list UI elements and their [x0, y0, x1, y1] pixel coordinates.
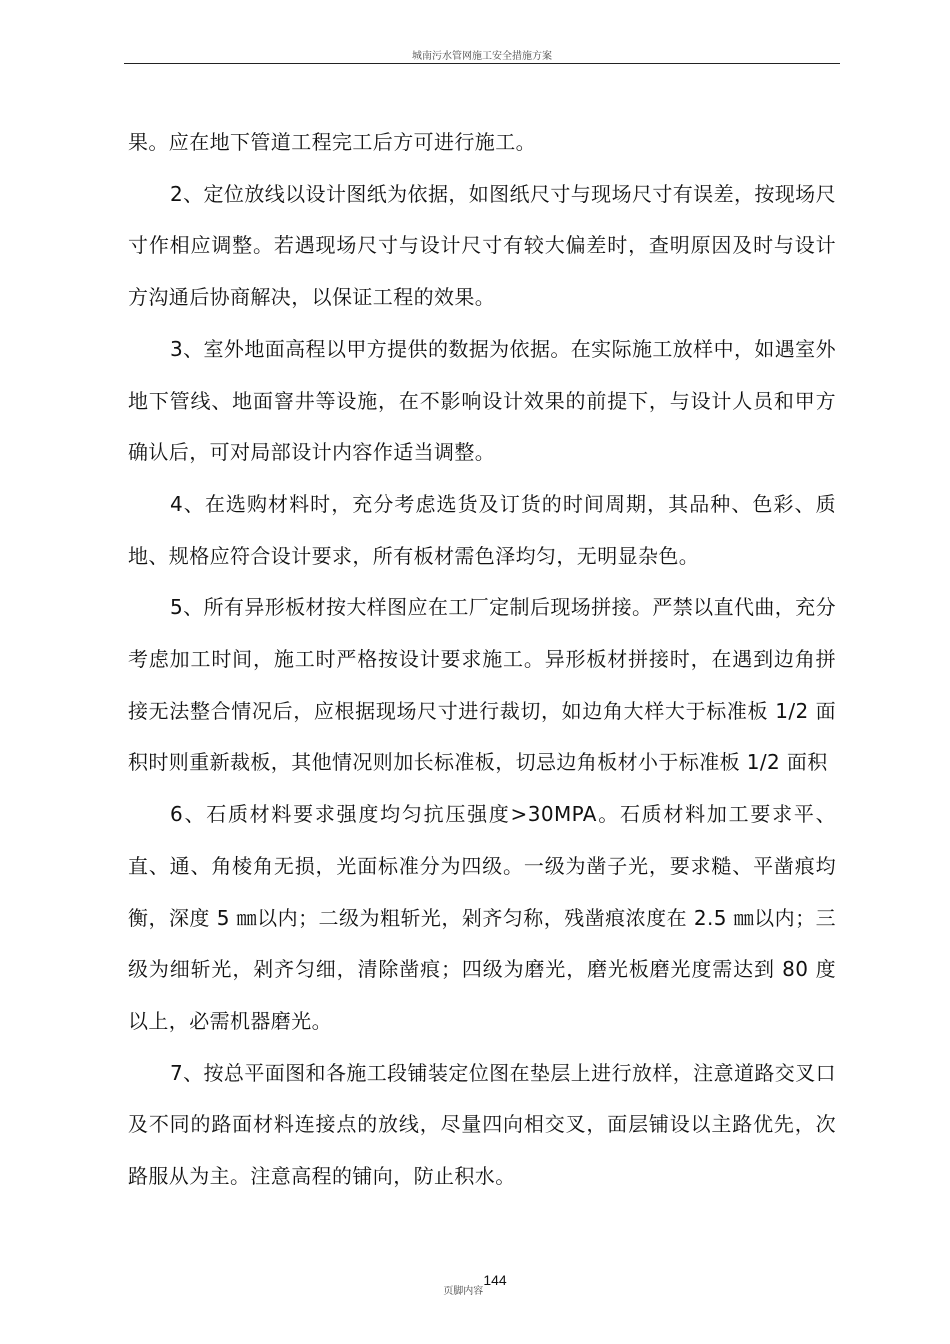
paragraph: 7、按总平面图和各施工段铺装定位图在垫层上进行放样，注意道路交叉口及不同的路面材料连接点的放线，尽量四向相交叉，面层铺设以主路优先，次路服从为主。注意高程的铺向，防止积水。 — [128, 1060, 836, 1189]
paragraph: 5、所有异形板材按大样图应在工厂定制后现场拼接。严禁以直代曲，充分考虑加工时间，施工时严格按设计要求施工。异形板材拼接时，在遇到边角拼接无法整合情况后，应根据现场尺寸进行裁切，如边角大样大于标准板 1/2 面积时则重新裁板，其他情况则加长标准板，切忌边角板材小于标准板 1/2 面积 — [128, 595, 836, 775]
document-body — [128, 117, 836, 1203]
footer-label: 页脚内容 — [443, 1286, 484, 1297]
paragraph: 2、定位放线以设计图纸为依据，如图纸尺寸与现场尺寸有误差，按现场尺寸作相应调整。若遇现场尺寸与设计尺寸有较大偏差时，查明原因及时与设计方沟通后协商解决，以保证工程的效果。 — [128, 181, 836, 310]
paragraph: 3、室外地面高程以甲方提供的数据为依据。在实际施工放样中，如遇室外地下管线、地面窨井等设施，在不影响设计效果的前提下，与设计人员和甲方确认后，可对局部设计内容作适当调整。 — [128, 336, 836, 465]
page-footer — [0, 1272, 950, 1297]
paragraph: 6、石质材料要求强度均匀抗压强度>30MPA。石质材料加工要求平、直、通、角棱角无损，光面标准分为四级。一级为凿子光，要求糙、平凿痕均衡，深度 5 ㎜以内；二级为粗斩光，剁齐匀称，残凿痕浓度在 2.5 ㎜以内；三级为细斩光，剁齐匀细，清除凿痕；四级为磨光，磨光板磨光度需达到 80 度以上，必需机器磨光。 — [128, 802, 836, 1033]
paragraph: 果。应在地下管道工程完工后方可进行施工。 — [128, 130, 536, 154]
header-divider — [124, 63, 840, 64]
page-header: 城南污水管网施工安全措施方案 — [412, 51, 552, 62]
paragraph: 4、在选购材料时，充分考虑选货及订货的时间周期，其品种、色彩、质地、规格应符合设计要求，所有板材需色泽均匀，无明显杂色。 — [128, 491, 836, 568]
page-number: 144 — [483, 1272, 507, 1288]
